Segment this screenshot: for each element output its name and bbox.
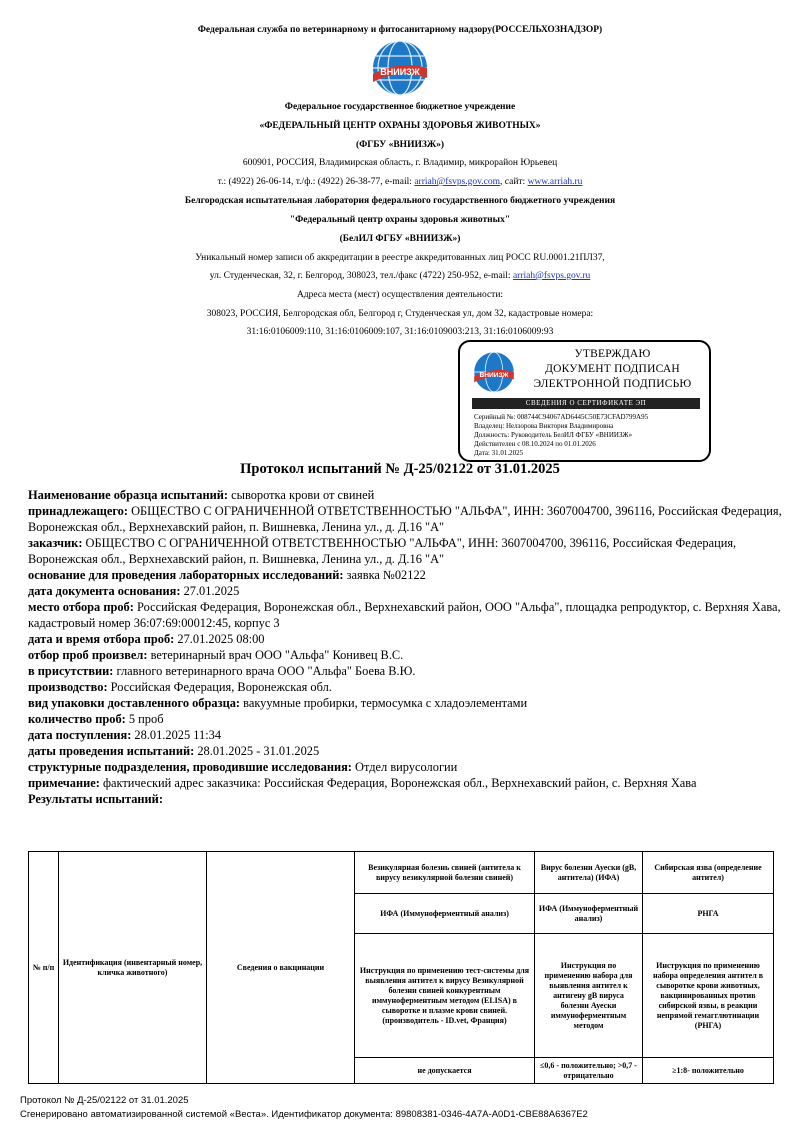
places-title: Адреса места (мест) осуществления деятельности:	[296, 290, 504, 300]
norm-svd: не допускается	[355, 1058, 535, 1084]
stamp-cert-bar: СВЕДЕНИЯ О СЕРТИФИКАТЕ ЭП	[472, 398, 700, 409]
contacts-prefix: т.: (4922) 26-06-14, т./ф.: (4922) 26-38-77, e-mail:	[217, 177, 415, 187]
stamp-approve: УТВЕРЖДАЮ	[574, 348, 651, 360]
field-customer: заказчик: ОБЩЕСТВО С ОГРАНИЧЕННОЙ ОТВЕТСТВЕННОСТЬЮ "АЛЬФА", ИНН: 3607004700, 396116, Российская Федерация, Воронежская обл., Верхнехавский район, п. Вишневка, Ленина ул., д. Д.16 "А"	[28, 536, 737, 566]
protocol-title: Протокол испытаний № Д-25/02122 от 31.01.2025	[240, 461, 560, 477]
places-line1: 308023, РОССИЯ, Белгородская обл, Белгород г, Студенческая ул, дом 32, кадастровые номера:	[206, 309, 594, 319]
instruction-aujeszky: Инструкция по применению набора для выявления антител к антигену gB вируса болезни Ауески иммуноферментным методом	[535, 934, 643, 1058]
stamp-serial: Серийный №: 008744C94067AD6445C50E73CFAD799A95	[474, 413, 649, 421]
norm-anthrax: ≥1:8- положительно	[643, 1058, 774, 1084]
field-in-presence: в присутствии: главного ветеринарного врача ООО "Альфа" Боева В.Ю.	[28, 664, 416, 678]
stamp-valid: Действителен с 08.10.2024 по 01.01.2026	[474, 440, 596, 448]
accreditation: Уникальный номер записи об аккредитации в реестре аккредитованных лиц РОСС RU.0001.21ПЛ37,	[195, 253, 605, 263]
field-production: производство: Российская Федерация, Воронежская обл.	[28, 680, 332, 694]
col-header-vaccination: Сведения о вакцинации	[207, 852, 355, 1084]
instruction-svd: Инструкция по применению тест-системы для выявления антител к вирусу Везикулярной болезни свиней конкурентным иммуноферментным методом (ELISA) в сыворотке и плазме крови свиней. (производитель - ID.vet, Франция)	[355, 934, 535, 1058]
lab-short: (БелИЛ ФГБУ «ВНИИЗЖ»)	[339, 234, 461, 244]
stamp-position: Должность: Руководитель БелИЛ ФГБУ «ВНИИЗЖ»	[474, 431, 633, 439]
org-address: 600901, РОССИЯ, Владимирская область, г. Владимир, микрорайон Юрьевец	[242, 158, 558, 168]
method-aujeszky: ИФА (Иммуноферментный анализ)	[535, 894, 643, 934]
method-anthrax: РНГА	[643, 894, 774, 934]
contacts-site-prefix: , сайт:	[500, 177, 528, 187]
vniizzh-logo	[370, 38, 430, 98]
stamp-date: Дата: 31.01.2025	[474, 449, 524, 457]
org-short: (ФГБУ «ВНИИЗЖ»)	[355, 140, 445, 150]
field-sample-name: Наименование образца испытаний: сыворотка крови от свиней	[28, 488, 375, 502]
places-line2: 31:16:0106009:110, 31:16:0106009:107, 31:16:0109003:213, 31:16:0106009:93	[246, 327, 554, 337]
org-name: «ФЕДЕРАЛЬНЫЙ ЦЕНТР ОХРАНЫ ЗДОРОВЬЯ ЖИВОТНЫХ»	[259, 121, 541, 131]
field-received-date: дата поступления: 28.01.2025 11:34	[28, 728, 222, 742]
disease-header-aujeszky: Вирус болезни Ауески (gB, антитела) (ИФА)	[535, 852, 643, 894]
col-header-number: № п/п	[29, 852, 59, 1084]
footer-generated: Сгенерировано автоматизированной системой «Веста». Идентификатор документа: 89808381-0346-4A7A-A0D1-CBE88A6367E2	[20, 1109, 588, 1120]
stamp-owner: Владелец: Нелзорова Виктория Владимировна	[474, 422, 614, 430]
field-packaging: вид упаковки доставленного образца: вакуумные пробирки, термосумка с хладоэлементами	[28, 696, 528, 710]
field-sampling-place: место отбора проб: Российская Федерация, Воронежская обл., Верхнехавский район, ООО "Альфа", площадка репродуктор, с. Верхняя Хава, кадастровый номер 36:07:69:00012:45, корпус 3	[28, 600, 781, 630]
logo-text: ВНИИЗЖ	[380, 67, 420, 77]
field-departments: структурные подразделения, проводившие исследования: Отдел вирусологии	[28, 760, 458, 774]
instruction-anthrax: Инструкция по применению набора определения антител в сыворотке крови животных, вакцинированных против сибирской язвы, в реакции непрямой гемагглютинации (РНГА)	[643, 934, 774, 1058]
field-owner: принадлежащего: ОБЩЕСТВО С ОГРАНИЧЕННОЙ ОТВЕТСТВЕННОСТЬЮ "АЛЬФА", ИНН: 3607004700, 396116, Российская Федерация, Воронежская обл., Верхнехавский район, п. Вишневка, Ленина ул., д. Д.16 "А"	[28, 504, 782, 534]
stamp-logo	[472, 350, 516, 394]
agency-name: Федеральная служба по ветеринарному и фитосанитарному надзору(РОССЕЛЬХОЗНАДЗОР)	[197, 25, 603, 35]
stamp-signed: ДОКУМЕНТ ПОДПИСАН	[545, 363, 680, 375]
lab-line1: Белгородская испытательная лаборатория федерального государственного бюджетного учреждения	[184, 196, 616, 206]
field-test-dates: даты проведения испытаний: 28.01.2025 - 31.01.2025	[28, 744, 320, 758]
disease-header-anthrax: Сибирская язва (определение антител)	[643, 852, 774, 894]
field-sampled-by: отбор проб произвел: ветеринарный врач ООО "Альфа" Конивец В.С.	[28, 648, 404, 662]
field-basis: основание для проведения лабораторных исследований: заявка №02122	[28, 568, 426, 582]
contacts-site-link[interactable]: www.arriah.ru	[527, 177, 583, 187]
contacts-email-link[interactable]: arriah@fsvps.gov.com	[414, 177, 501, 187]
e-signature-stamp	[458, 340, 711, 462]
results-heading: Результаты испытаний:	[28, 792, 163, 806]
stamp-logo-text: ВНИИЗЖ	[479, 372, 509, 380]
lab-address	[0, 270, 800, 282]
org-contacts	[0, 176, 800, 188]
results-table	[28, 851, 774, 1084]
field-basis-date: дата документа основания: 27.01.2025	[28, 584, 240, 598]
footer-protocol-ref: Протокол № Д-25/02122 от 31.01.2025	[20, 1095, 189, 1106]
protocol-fields	[28, 487, 784, 807]
norm-aujeszky: ≤0,6 - положительно; >0,7 - отрицательно	[535, 1058, 643, 1084]
field-note: примечание: фактический адрес заказчика: Российская Федерация, Воронежская обл., Верхнехавский район, с. Верхняя Хава	[28, 776, 697, 790]
lab-line2: "Федеральный центр охраны здоровья животных"	[289, 215, 511, 225]
lab-email-link[interactable]: arriah@fsvps.gov.ru	[512, 271, 591, 281]
lab-address-prefix: ул. Студенческая, 32, г. Белгород, 308023, тел./факс (4722) 250-952, e-mail:	[209, 271, 513, 281]
stamp-esign: ЭЛЕКТРОННОЙ ПОДПИСЬЮ	[533, 378, 692, 390]
col-header-identification: Идентификация (инвентарный номер, кличка животного)	[59, 852, 207, 1084]
org-type: Федеральное государственное бюджетное учреждение	[284, 102, 516, 112]
disease-header-svd: Везикулярная болезнь свиней (антитела к вирусу везикулярной болезни свиней)	[355, 852, 535, 894]
field-sample-count: количество проб: 5 проб	[28, 712, 164, 726]
method-svd: ИФА (Иммуноферментный анализ)	[355, 894, 535, 934]
field-sampling-datetime: дата и время отбора проб: 27.01.2025 08:00	[28, 632, 265, 646]
